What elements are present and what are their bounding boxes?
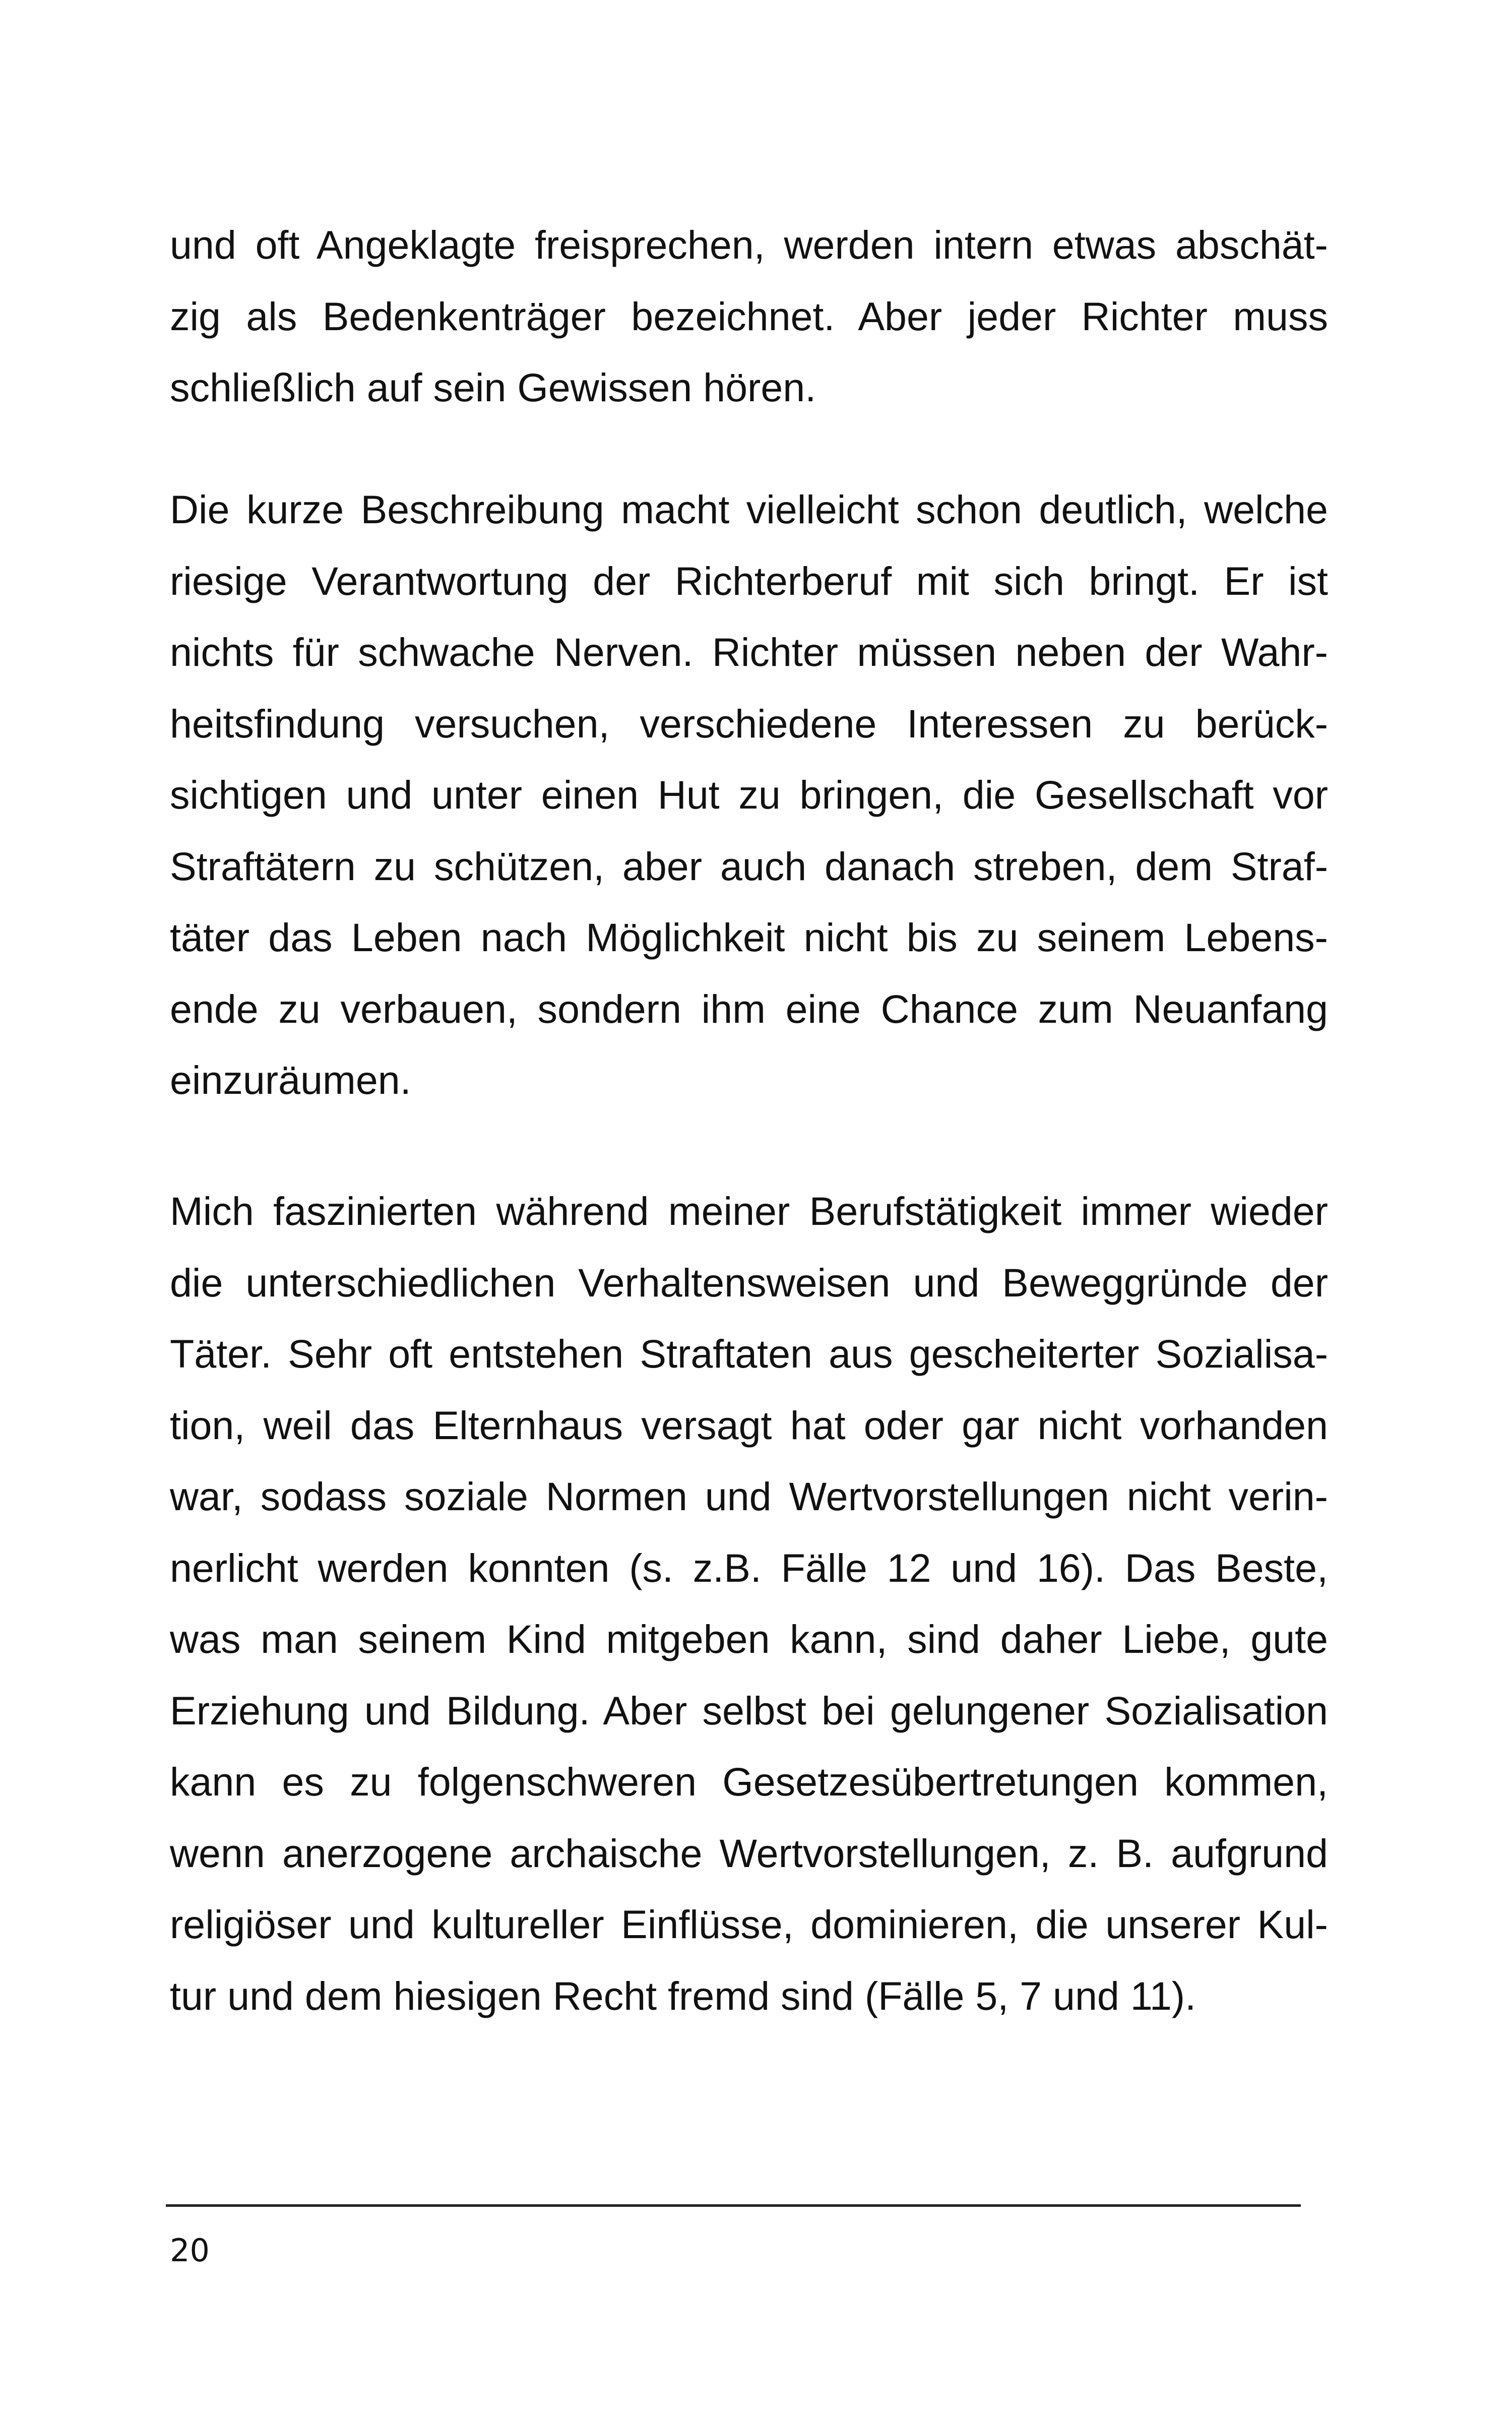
text-line: Täter. Sehr oft entstehen Straftaten aus gescheiterter Sozialisa-	[170, 1331, 1328, 1376]
text-line: und oft Angeklagte freisprechen, werden intern etwas abschät-	[170, 222, 1328, 267]
text-line: tion, weil das Elternhaus versagt hat oder gar nicht vorhanden	[170, 1402, 1328, 1448]
text-line: Straftätern zu schützen, aber auch danach streben, dem Straf-	[170, 843, 1328, 889]
text-line: einzuräumen.	[170, 1058, 411, 1102]
paragraph-2	[170, 474, 1328, 1116]
text-line: tur und dem hiesigen Recht fremd sind (Fälle 5, 7 und 11).	[170, 1973, 1196, 2018]
text-line: sichtigen und unter einen Hut zu bringen, die Gesellschaft vor	[170, 772, 1328, 817]
text-line: Mich faszinierten während meiner Berufstätigkeit immer wieder	[170, 1189, 1328, 1233]
text-line: ende zu verbauen, sondern ihm eine Chance zum Neuanfang	[170, 986, 1328, 1031]
text-line: was man seinem Kind mitgeben kann, sind daher Liebe, gute	[170, 1617, 1328, 1661]
text-line: war, sodass soziale Normen und Wertvorstellungen nicht verin-	[170, 1474, 1328, 1519]
text-line: Die kurze Beschreibung macht vielleicht schon deutlich, welche	[170, 487, 1328, 532]
text-line: kann es zu folgenschweren Gesetzesübertretungen kommen,	[170, 1759, 1328, 1804]
text-line: heitsfindung versuchen, verschiedene Interessen zu berück-	[170, 701, 1328, 746]
text-line: schließlich auf sein Gewissen hören.	[170, 365, 816, 410]
text-line: täter das Leben nach Möglichkeit nicht bis zu seinem Lebens-	[170, 915, 1328, 960]
page-number: 20	[170, 2232, 210, 2269]
text-line: wenn anerzogene archaische Wertvorstellungen, z. B. aufgrund	[170, 1830, 1328, 1876]
text-line: Erziehung und Bildung. Aber selbst bei gelungener Sozialisation	[170, 1688, 1328, 1733]
text-line: riesige Verantwortung der Richterberuf mit sich bringt. Er ist	[170, 558, 1328, 603]
footer-divider	[166, 2204, 1301, 2207]
paragraph-3	[170, 1175, 1328, 2031]
text-line: nichts für schwache Nerven. Richter müssen neben der Wahr-	[170, 630, 1328, 674]
text-line: die unterschiedlichen Verhaltensweisen und Beweggründe der	[170, 1260, 1328, 1305]
paragraph-1	[170, 209, 1328, 423]
text-line: zig als Bedenkenträger bezeichnet. Aber jeder Richter muss	[170, 293, 1328, 339]
text-line: nerlicht werden konnten (s. z.B. Fälle 12 und 16). Das Beste,	[170, 1545, 1328, 1590]
text-line: religiöser und kultureller Einflüsse, dominieren, die unserer Kul-	[170, 1902, 1328, 1947]
